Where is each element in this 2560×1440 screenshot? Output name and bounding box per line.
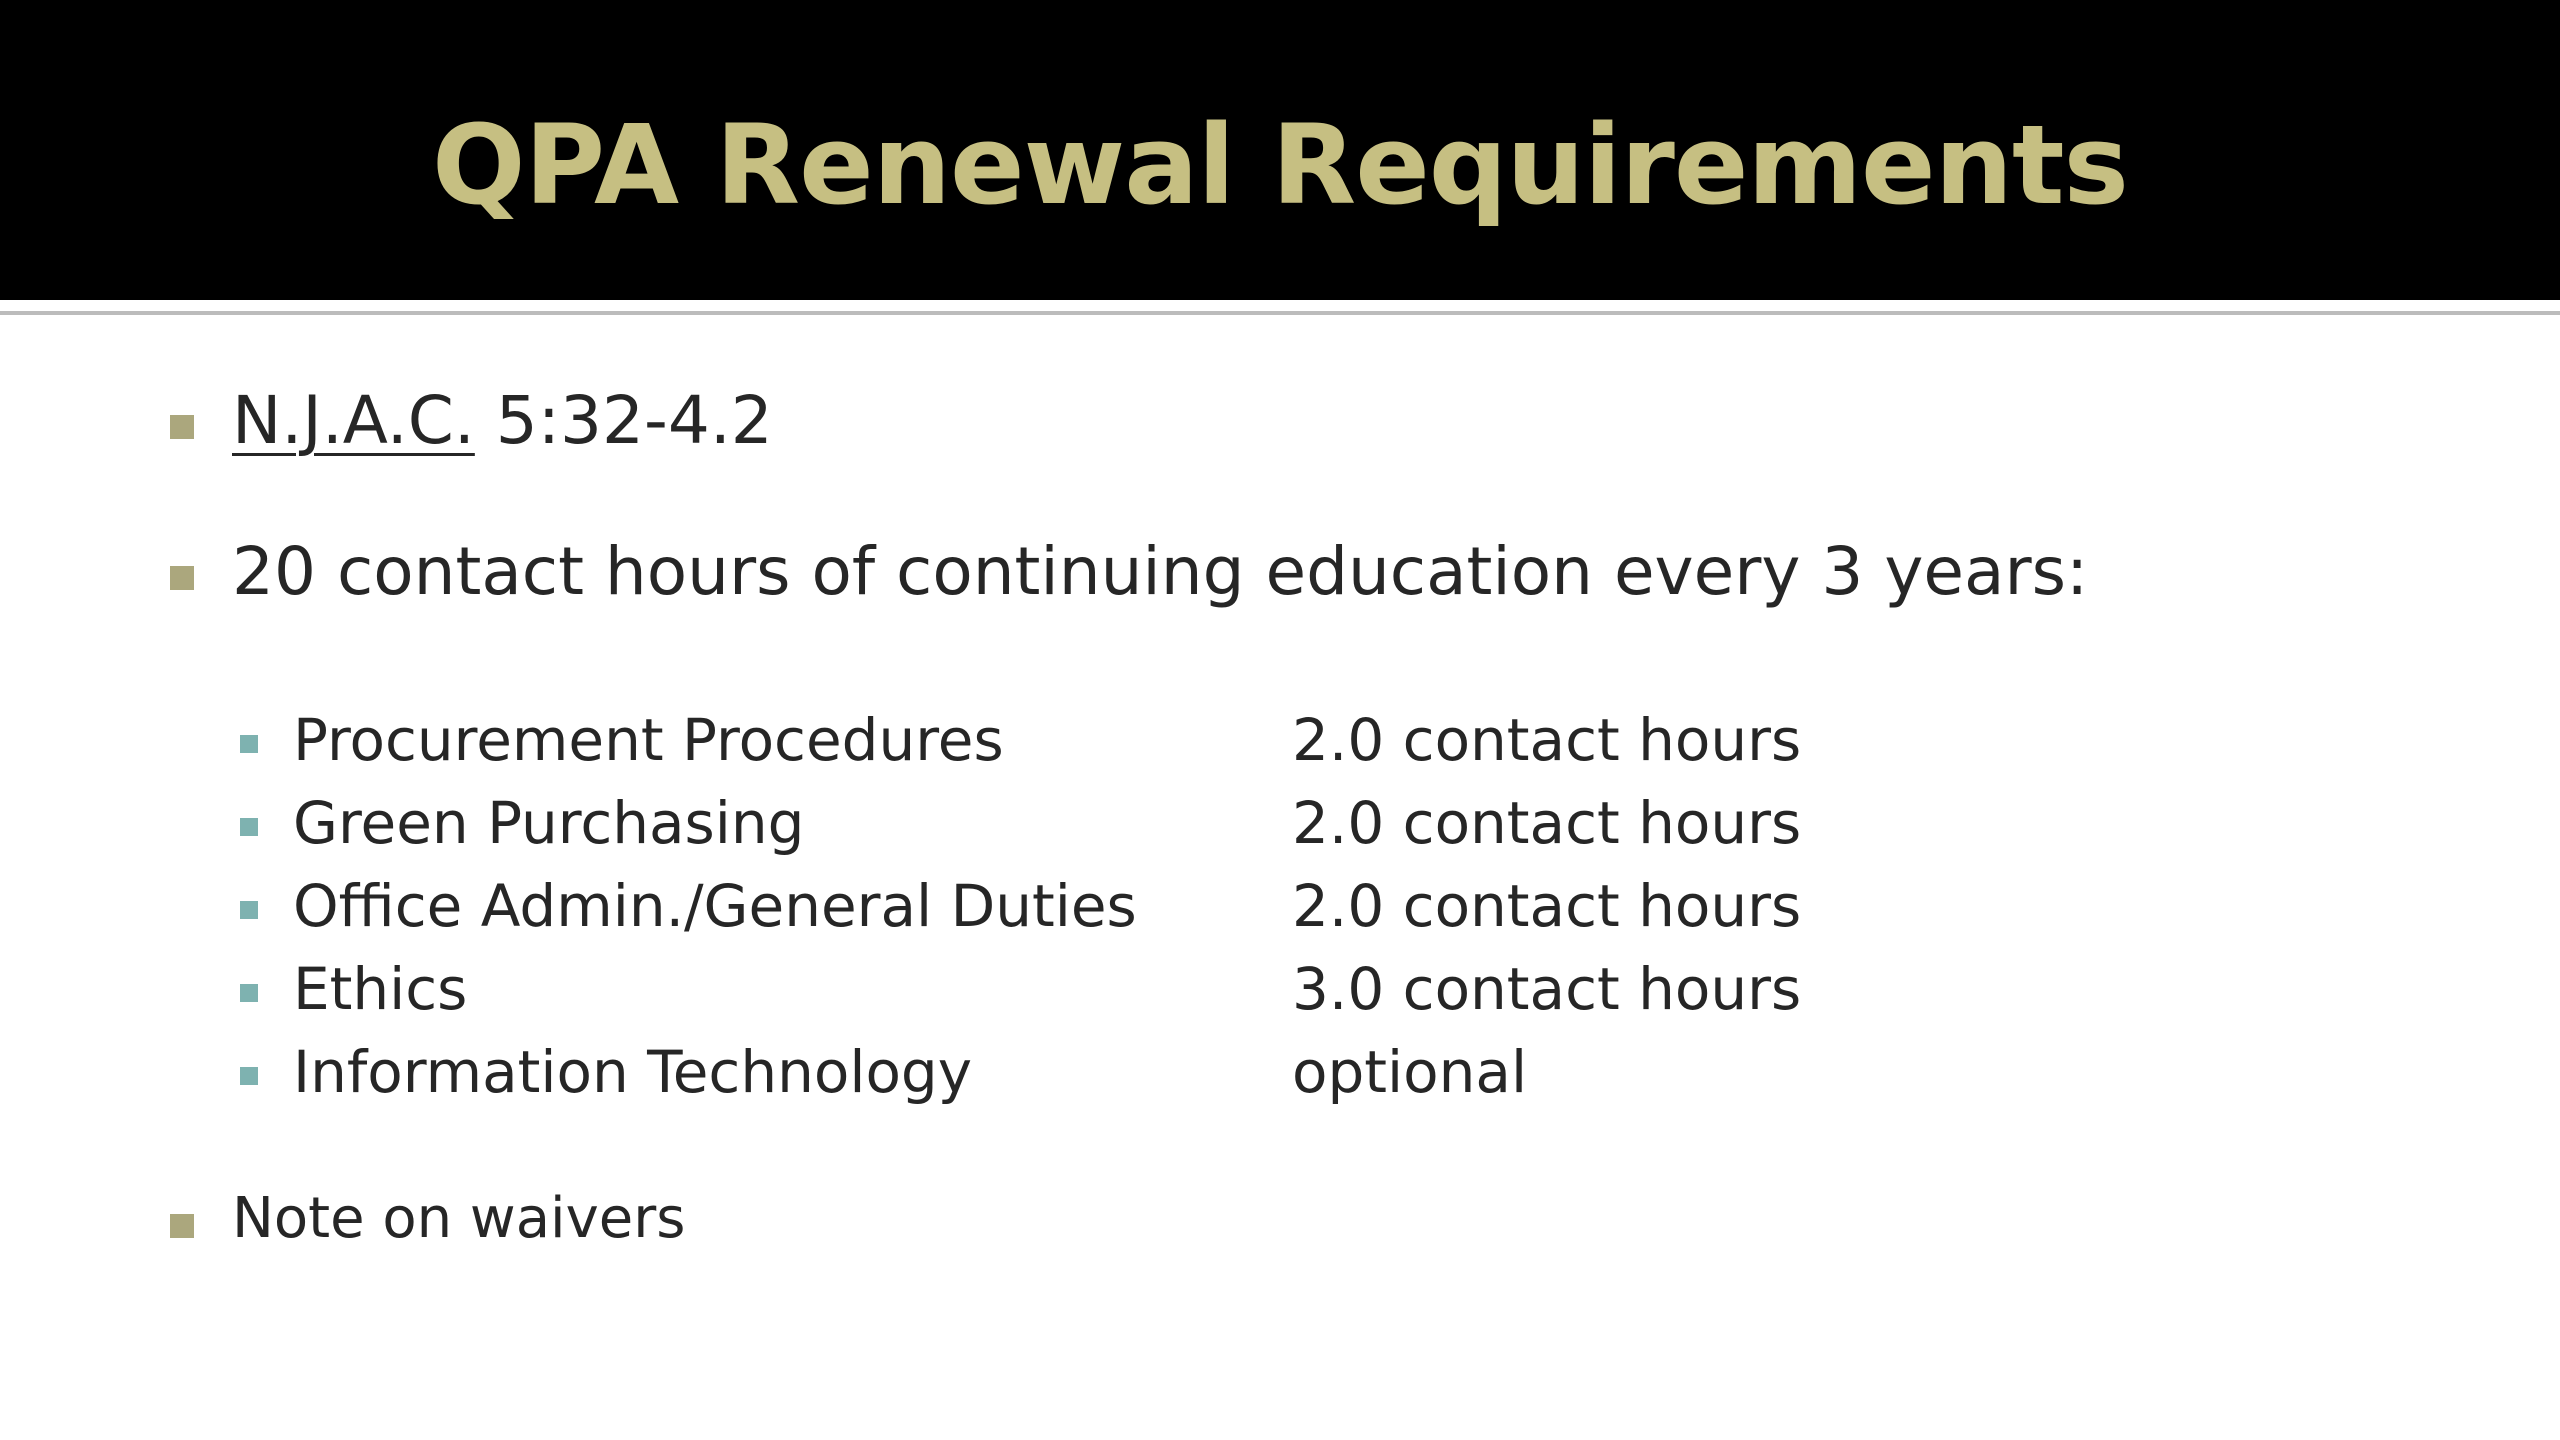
requirement-hours: 2.0 contact hours <box>1292 789 1802 857</box>
requirement-hours: 3.0 contact hours <box>1292 955 1802 1023</box>
title-divider-line <box>0 311 2560 315</box>
sub-bullet-marker <box>240 818 258 836</box>
waivers-note: Note on waivers <box>232 1186 686 1251</box>
sub-bullet-marker <box>240 735 258 753</box>
requirement-hours: 2.0 contact hours <box>1292 706 1802 774</box>
bullet-marker <box>170 1214 194 1238</box>
requirement-topic: Information Technology <box>293 1038 973 1106</box>
requirement-topic: Ethics <box>293 955 468 1023</box>
sub-bullet-marker <box>240 901 258 919</box>
sub-bullet-marker <box>240 984 258 1002</box>
citation-number: 5:32-4.2 <box>474 382 773 459</box>
regulation-citation <box>232 382 773 459</box>
slide-title: QPA Renewal Requirements <box>431 101 2129 229</box>
bullet-marker <box>170 566 194 590</box>
requirement-topic: Green Purchasing <box>293 789 805 857</box>
bullet-marker <box>170 415 194 439</box>
requirement-hours: optional <box>1292 1038 1528 1106</box>
sub-bullet-marker <box>240 1067 258 1085</box>
requirement-hours: 2.0 contact hours <box>1292 872 1802 940</box>
citation-link[interactable]: N.J.A.C. <box>232 382 475 459</box>
contact-hours-summary: 20 contact hours of continuing education every 3 years: <box>232 533 2089 610</box>
requirement-topic: Office Admin./General Duties <box>293 872 1137 940</box>
requirement-topic: Procurement Procedures <box>293 706 1004 774</box>
